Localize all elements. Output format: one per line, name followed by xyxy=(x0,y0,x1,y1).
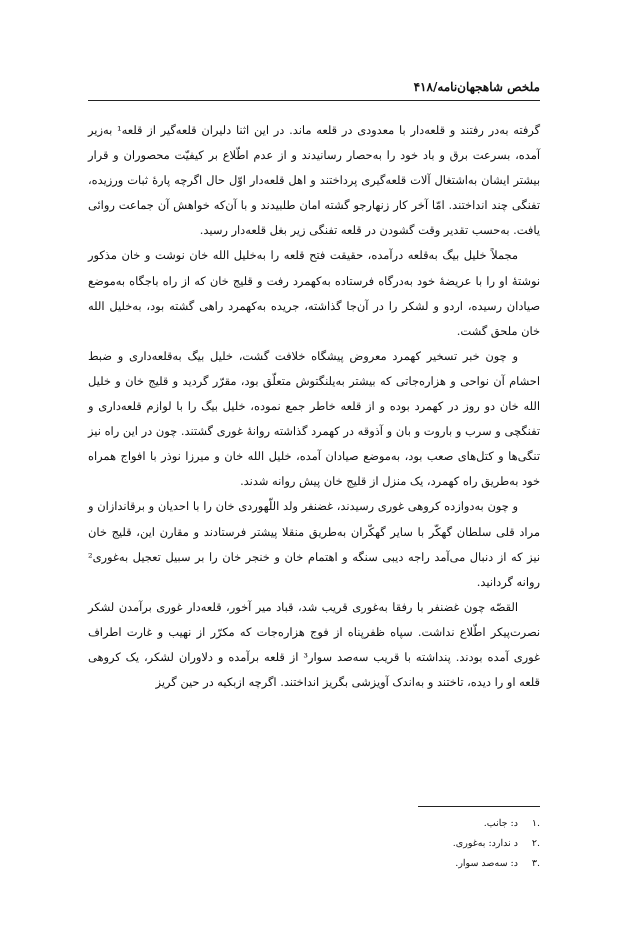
footnote-rule xyxy=(418,806,540,807)
paragraph: مجملاً خلیل بیگ به‌قلعه درآمده، حقیقت فتح قلعه را به‌خلیل الله خان نوشت و خان مذکور نوشتهٔ او را با عریضهٔ خود به‌درگاه فرستاده به‌کهمرد رفت و قلیج خان که از راه باجگاه به‌موضع صیادان رسیده، اردو و لشکر را در آن‌جا گذاشته، جریده به‌کهمرد راهی گشته بود، به‌خلیل الله خان ملحق گشت. xyxy=(88,248,540,338)
paragraph: و چون به‌دوازده کروهی غوری رسیدند، غضنفر ولد اللّهوردی خان را با احدیان و برقاندازان و مراد قلی سلطان گهکّر با سایر گهکّران به‌طریق منقلا پیشتر فرستادند و مقارن این، قلیج خان نیز که از دنبال می‌آمد راجه دیبی سنگه و اهتمام خان و خنجر خان را بر سبیل تعجیل به‌غوری² روانه گردانید. xyxy=(88,499,540,589)
footnote-text: د: سه‌صد سوار. xyxy=(455,858,518,869)
paragraph: و چون خبر تسخیر کهمرد معروض پیشگاه خلافت گشت، خلیل بیگ به‌قلعه‌داری و ضبط احشام آن نواحی و هزاره‌جاتی که بیشتر به‌یلنگتوش متعلّق بود، مقرّر گردید و قلیج خان و خلیل الله خان دو روز در کهمرد بوده و از قلعه خاطر جمع نموده، خلیل بیگ را با لوازم قلعه‌داری و تفنگچی و سرب و باروت و بان و آذوقه در کهمرد گذاشته روانهٔ غوری گشتند. چون در این راه نیز تنگی‌ها و کتل‌های صعب بود، به‌موضع صیادان آمده، خلیل الله خان و میرزا نوذر با افواج همراه خود به‌طریق راه کهمرد، یک منزل از قلیج خان پیش روانه شدند. xyxy=(88,348,540,489)
header-rule xyxy=(88,100,540,101)
footnote-text: د: جانب. xyxy=(483,818,518,829)
footnote xyxy=(88,834,540,854)
running-head: ملخص شاهجهان‌نامه/۴۱۸ xyxy=(413,80,540,94)
body-text xyxy=(88,118,540,695)
footnote-number: .۳ xyxy=(531,858,540,869)
paragraph: گرفته به‌در رفتند و قلعه‌دار با معدودی در قلعه ماند. در این اثنا دلیران قلعه‌گیر از قلعه¹ به‌زیر آمده، بسرعت برق و باد خود را به‌حصار رسانیدند و از عدم اطّلاع بر کیفیّت محصوران و قرار بیشتر ایشان به‌اشتغال آلات قلعه‌گیری پرداختند و اهل قلعه‌دار اوّل حال اگرچه پارهٔ ثبات ورزیده، تفنگی چند انداختند. امّا آخر کار زنهارجو گشته امان طلبیدند و با آن‌که خواهش آن جماعت روائی یافت. به‌حسب تقدیر وقت گشودن در قلعه تفنگی زیر بغل قلعه‌دار رسید. xyxy=(88,123,540,238)
footnote-number: .۱ xyxy=(531,818,540,829)
footnotes xyxy=(88,814,540,874)
footnote-number: .۲ xyxy=(531,838,540,849)
footnote-text: د ندارد: به‌غوری. xyxy=(452,838,518,849)
footnote xyxy=(88,814,540,834)
footnote xyxy=(88,854,540,874)
paragraph: القصّه چون غضنفر با رفقا به‌غوری قریب شد، قباد میر آخور، قلعه‌دار غوری برآمدن لشکر نصرت‌پیکر اطّلاع نداشت. سپاه ظفرپناه از فوج هزاره‌جات که مکرّر از نهیب و غارت اطراف غوری آمده بودند. پنداشته با قریب سه‌صد سوار³ از قلعه برآمده و دلاوران لشکر، یک کروهی قلعه او را دیده، تاختند و به‌اندک آویزشی بگریز انداختند. اگرچه ازبکیه در حین گریز xyxy=(88,599,540,690)
